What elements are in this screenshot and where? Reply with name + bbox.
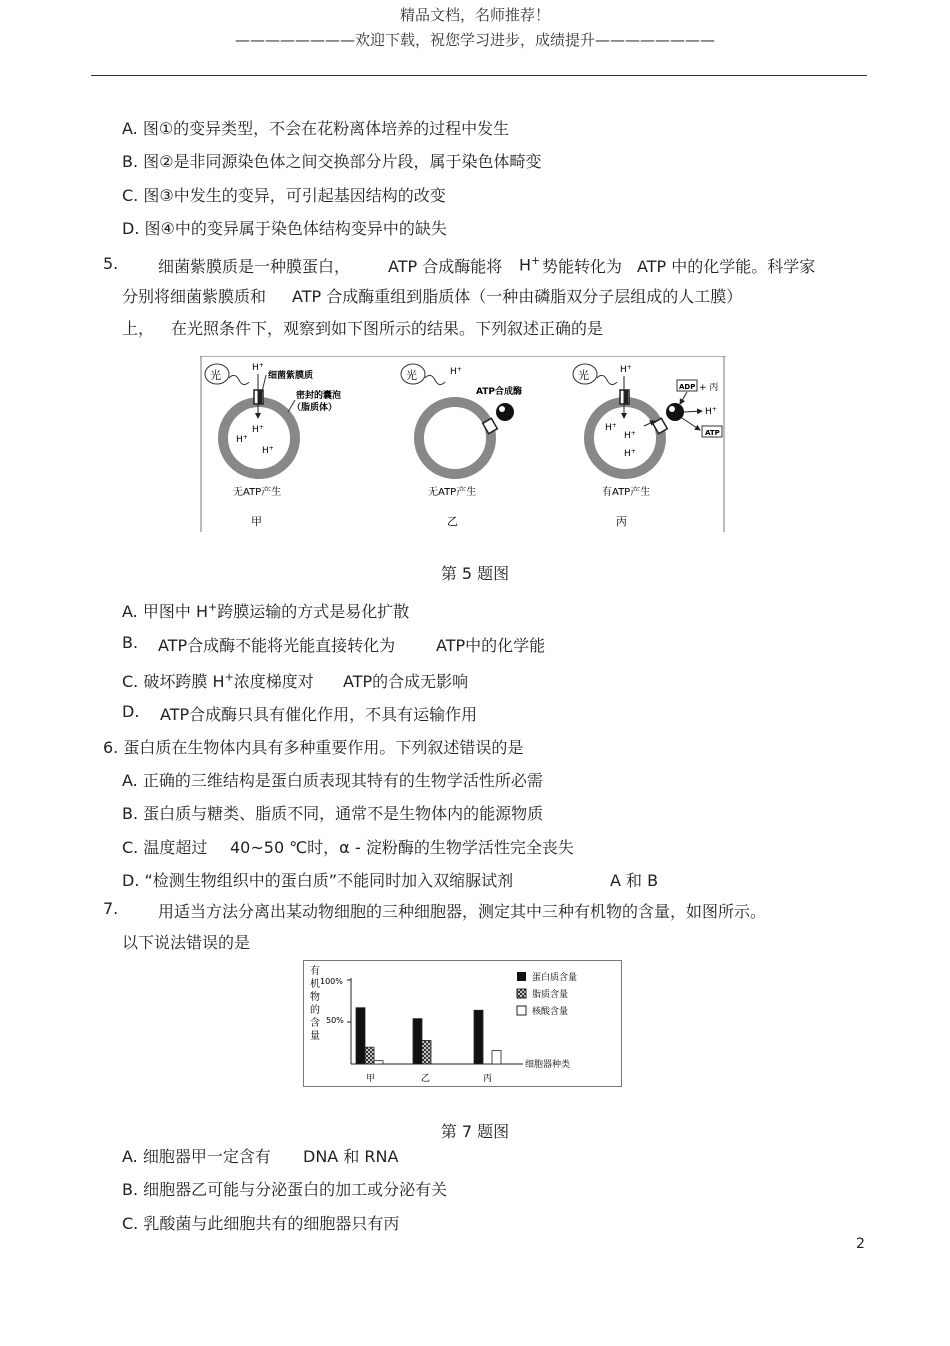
q7-stem-1: 用适当方法分离出某动物细胞的三种细胞器，测定其中三种有机物的含量，如图所示。 xyxy=(158,902,767,921)
q4-option-a: A. 图①的变异类型，不会在花粉离体培养的过程中发生 xyxy=(122,119,510,138)
q5-stem-1b: ATP 合成酶能将 xyxy=(388,257,503,276)
category-label-jia: 甲 xyxy=(366,1074,376,1084)
atp-label: ATP xyxy=(705,429,720,437)
q5-option-a: A. 甲图中 H+跨膜运输的方式是易化扩散 xyxy=(122,600,410,621)
adp-arrow xyxy=(680,392,687,404)
legend-swatch-nucleic xyxy=(517,1006,526,1015)
x-axis-title: 细胞器种类 xyxy=(525,1060,571,1070)
category-label-bing: 丙 xyxy=(483,1074,493,1084)
q5-option-b-text: ATP合成酶不能将光能直接转化为 xyxy=(158,636,396,655)
q4-option-c: C. 图③中发生的变异，可引起基因结构的改变 xyxy=(122,186,446,205)
bar-lipid-0 xyxy=(365,1047,374,1064)
legend-label-protein: 蛋白质含量 xyxy=(532,973,578,983)
h-outside-yi: H+ xyxy=(450,366,462,377)
leader-purple-membrane xyxy=(262,375,266,392)
q6-option-c-c: - 淀粉酶的生物学活性完全丧失 xyxy=(355,838,574,857)
q5-option-b-tail: ATP中的化学能 xyxy=(436,636,546,655)
q5-option-d-text: ATP合成酶只具有催化作用，不具有运输作用 xyxy=(160,705,478,724)
panel-label-yi: 乙 xyxy=(447,515,458,528)
atp-arrow xyxy=(682,418,700,430)
label-liposome: （脂质体） xyxy=(292,403,338,413)
adp-label: ADP xyxy=(679,383,696,391)
legend-label-lipid: 脂质含量 xyxy=(532,990,569,1000)
legend-label-nucleic: 核酸含量 xyxy=(532,1007,569,1017)
q5-option-c-tail: ATP的合成无影响 xyxy=(343,672,469,691)
h-released-bing: H+ xyxy=(705,406,717,417)
y-tick-100: 100% xyxy=(320,977,343,986)
q7-chart xyxy=(303,960,623,1088)
light-wave-jia xyxy=(229,375,249,384)
label-atp-synthase: ATP合成酶 xyxy=(476,387,523,397)
q4-option-b: B. 图②是非同源染色体之间交换部分片段，属于染色体畸变 xyxy=(122,152,542,171)
header-slogan: ————————欢迎下载，祝您学习进步，成绩提升———————— xyxy=(234,31,715,49)
purple-membrane-protein-fill-jia xyxy=(258,390,262,404)
liposome-ring-yi xyxy=(419,402,491,474)
atp-synthase-highlight-bing xyxy=(669,406,675,412)
q4-option-d: D. 图④中的变异属于染色体结构变异中的缺失 xyxy=(122,219,447,238)
q5-stem-2a: 分别将细菌紫膜质和 xyxy=(122,287,267,306)
light-label-bing: 光 xyxy=(578,369,589,382)
q7-stem-2: 以下说法错误的是 xyxy=(122,933,251,952)
light-wave-yi xyxy=(425,375,445,384)
q5-stem-1c: 势能转化为 xyxy=(542,257,623,276)
q7-option-a-tail: DNA 和 RNA xyxy=(303,1147,399,1166)
q7-figure-caption: 第 7 题图 xyxy=(440,1122,510,1141)
q5-stem-3b: 在光照条件下，观察到如下图所示的结果。下列叙述正确的是 xyxy=(171,319,604,338)
q6-option-a: A. 正确的三维结构是蛋白质表现其特有的生物学活性所必需 xyxy=(122,771,543,790)
q7-option-a: A. 细胞器甲一定含有 xyxy=(122,1147,271,1166)
page-number: 2 xyxy=(856,1236,865,1252)
legend-swatch-lipid xyxy=(517,989,526,998)
q5-stem-3a: 上， xyxy=(122,319,155,338)
legend-swatch-protein xyxy=(517,972,526,981)
h-inside-3-bing: H+ xyxy=(624,448,636,459)
light-label-yi: 光 xyxy=(406,369,417,382)
h-inside-1-jia: H+ xyxy=(252,424,264,435)
q6-option-c-a: C. 温度超过 xyxy=(122,838,208,857)
q5-option-d-letter: D. xyxy=(122,702,140,721)
result-jia: 无ATP产生 xyxy=(233,487,282,498)
q5-option-b-letter: B. xyxy=(122,633,139,652)
result-yi: 无ATP产生 xyxy=(428,487,477,498)
category-label-yi: 乙 xyxy=(421,1074,431,1084)
h-release-arrow xyxy=(684,411,702,412)
bar-protein-0 xyxy=(356,1008,365,1064)
y-tick-50: 50% xyxy=(326,1016,344,1025)
label-purple-membrane: 细菌紫膜质 xyxy=(268,371,314,381)
atp-synthase-head-bing xyxy=(666,403,684,421)
label-sealed-vesicle: 密封的囊泡 xyxy=(296,391,342,401)
q6-option-b: B. 蛋白质与糖类、脂质不同，通常不是生物体内的能源物质 xyxy=(122,804,544,823)
q5-stem-2b: ATP 合成酶重组到脂质体（一种由磷脂双分子层组成的人工膜） xyxy=(292,287,743,306)
panel-bing xyxy=(573,364,722,528)
bar-lipid-1 xyxy=(422,1040,431,1064)
h-inside-2-bing: H+ xyxy=(624,430,636,441)
q5-stem-1d: ATP 中的化学能。科学家 xyxy=(637,257,816,276)
q5-stem-1h: H+ xyxy=(519,254,541,275)
header-title: 精品文档，名师推荐！ xyxy=(399,6,550,24)
q7-option-b: B. 细胞器乙可能与分泌蛋白的加工或分泌有关 xyxy=(122,1180,448,1199)
panel-label-bing: 丙 xyxy=(616,515,627,528)
h-outside-jia: H+ xyxy=(252,362,264,373)
q6-stem: 6. 蛋白质在生物体内具有多种重要作用。下列叙述错误的是 xyxy=(103,738,524,757)
pi-label: + 丙 xyxy=(699,383,719,393)
light-label-jia: 光 xyxy=(210,369,221,382)
liposome-ring-jia xyxy=(223,402,295,474)
q5-option-c: C. 破坏跨膜 H+浓度梯度对 xyxy=(122,670,314,691)
q5-stem-1a: 细菌紫膜质是一种膜蛋白， xyxy=(158,257,351,276)
q5-figure xyxy=(200,356,726,532)
bar-nucleic-0 xyxy=(374,1061,383,1064)
atp-synthase-head-yi xyxy=(496,403,514,421)
y-axis-title: 有机物的含量 xyxy=(310,966,320,1042)
h-inside-1-bing: H+ xyxy=(605,422,617,433)
atp-synthase-highlight-yi xyxy=(499,406,505,412)
bar-nucleic-2 xyxy=(492,1051,501,1064)
q6-option-d: D. “检测生物组织中的蛋白质”不能同时加入双缩脲试剂 xyxy=(122,871,514,890)
h-inside-2-jia: H+ xyxy=(236,434,248,445)
q5-figure-caption: 第 5 题图 xyxy=(440,564,510,583)
h-outside-bing: H+ xyxy=(620,364,632,375)
light-wave-bing xyxy=(597,375,617,384)
bar-protein-1 xyxy=(413,1019,422,1064)
h-inside-3-jia: H+ xyxy=(262,445,274,456)
bar-protein-2 xyxy=(474,1010,483,1064)
header-divider xyxy=(91,75,867,76)
result-bing: 有ATP产生 xyxy=(602,487,651,498)
panel-label-jia: 甲 xyxy=(251,515,262,528)
q6-option-d-tail: A 和 B xyxy=(610,871,659,890)
q7-number: 7. xyxy=(103,899,119,918)
q5-number: 5. xyxy=(103,254,119,273)
panel-jia xyxy=(205,362,341,528)
panel-yi xyxy=(401,364,522,528)
q6-option-c-b: 40~50 ℃时，α xyxy=(230,838,350,857)
purple-membrane-protein-fill-bing xyxy=(624,390,628,404)
q7-option-c: C. 乳酸菌与此细胞共有的细胞器只有丙 xyxy=(122,1214,400,1233)
